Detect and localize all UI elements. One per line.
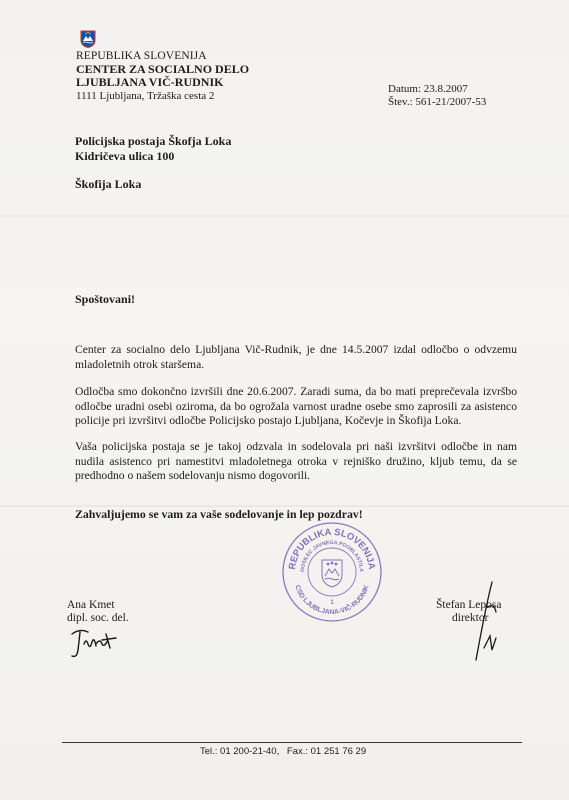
paper-fold <box>0 215 569 217</box>
recipient-street: Kidričeva ulica 100 <box>75 149 175 163</box>
right-signatory-name: Štefan Leposa <box>436 599 502 611</box>
stamp-outer-text: REPUBLIKA SLOVENIJA <box>286 526 378 571</box>
letter-meta <box>388 83 486 109</box>
country-name: REPUBLIKA SLOVENIJA <box>76 50 207 62</box>
recipient-block <box>75 134 231 164</box>
footer-fax: Fax.: 01 251 76 29 <box>286 746 367 757</box>
stamp-crest-icon <box>322 560 342 587</box>
org-name-line2: LJUBLJANA VIČ-RUDNIK <box>76 75 224 89</box>
left-signatory <box>67 599 129 625</box>
coat-of-arms-icon <box>80 30 96 48</box>
body-paragraph-2: Odločba smo dokončno izvršili dne 20.6.2007. Zaradi suma, da bo mati preprečevala izvršbo odločbe uradni osebi oziroma, da bo ogrožala varnost uradne osebe smo zaprosili za asistenco policije pri izvršitvi odločbe Policijsko postajo Ljubljana, Kočevje in Škofija Loka. <box>75 385 517 427</box>
right-signatory-title: direktor <box>452 612 489 624</box>
footer-contacts <box>200 746 371 757</box>
letter-date: Datum: 23.8.2007 <box>388 83 468 95</box>
right-handwritten-signature <box>466 578 506 668</box>
sender-address: 1111 Ljubljana, Tržaška cesta 2 <box>76 90 215 102</box>
body-paragraph-3: Vaša policijska postaja se je takoj odzvala in sodelovala pri naši izvršitvi odločbe in nam nudila asistenco pri namestitvi mladoletnega otroka v rejniško družino, kljub temu, da se predhodno o našem sodelovanju nismo dogovorili. <box>75 440 517 482</box>
official-stamp <box>280 520 385 625</box>
recipient-city: Škofija Loka <box>75 177 142 191</box>
closing-thanks: Zahvaljujemo se vam za vaše sodelovanje in lep pozdrav! <box>75 507 363 521</box>
left-signatory-name: Ana Kmet <box>67 599 115 611</box>
reference-number: Štev.: 561-21/2007-53 <box>388 96 487 108</box>
org-name-line1: CENTER ZA SOCIALNO DELO <box>76 62 250 76</box>
greeting: Spoštovani! <box>75 292 136 306</box>
footer-tel: Tel.: 01 200-21-40, <box>200 746 280 757</box>
recipient-name: Policijska postaja Škofja Loka <box>75 134 232 148</box>
stamp-bottom-text: CSD LJUBLJANA-VIČ-RUDNIK <box>293 584 371 617</box>
left-handwritten-signature <box>66 624 126 664</box>
footer-rule <box>62 742 522 743</box>
stamp-inner-text: NOSILEC JAVNEGA POOBLASTILA <box>299 539 365 573</box>
left-signatory-title: dipl. soc. del. <box>67 612 129 624</box>
stamp-number: 1 <box>330 600 334 606</box>
body-paragraph-1: Center za socialno delo Ljubljana Vič-Rudnik, je dne 14.5.2007 izdal odločbo o odvzemu mladoletnih otrok staršema. <box>75 343 517 371</box>
sender-header <box>76 50 249 103</box>
